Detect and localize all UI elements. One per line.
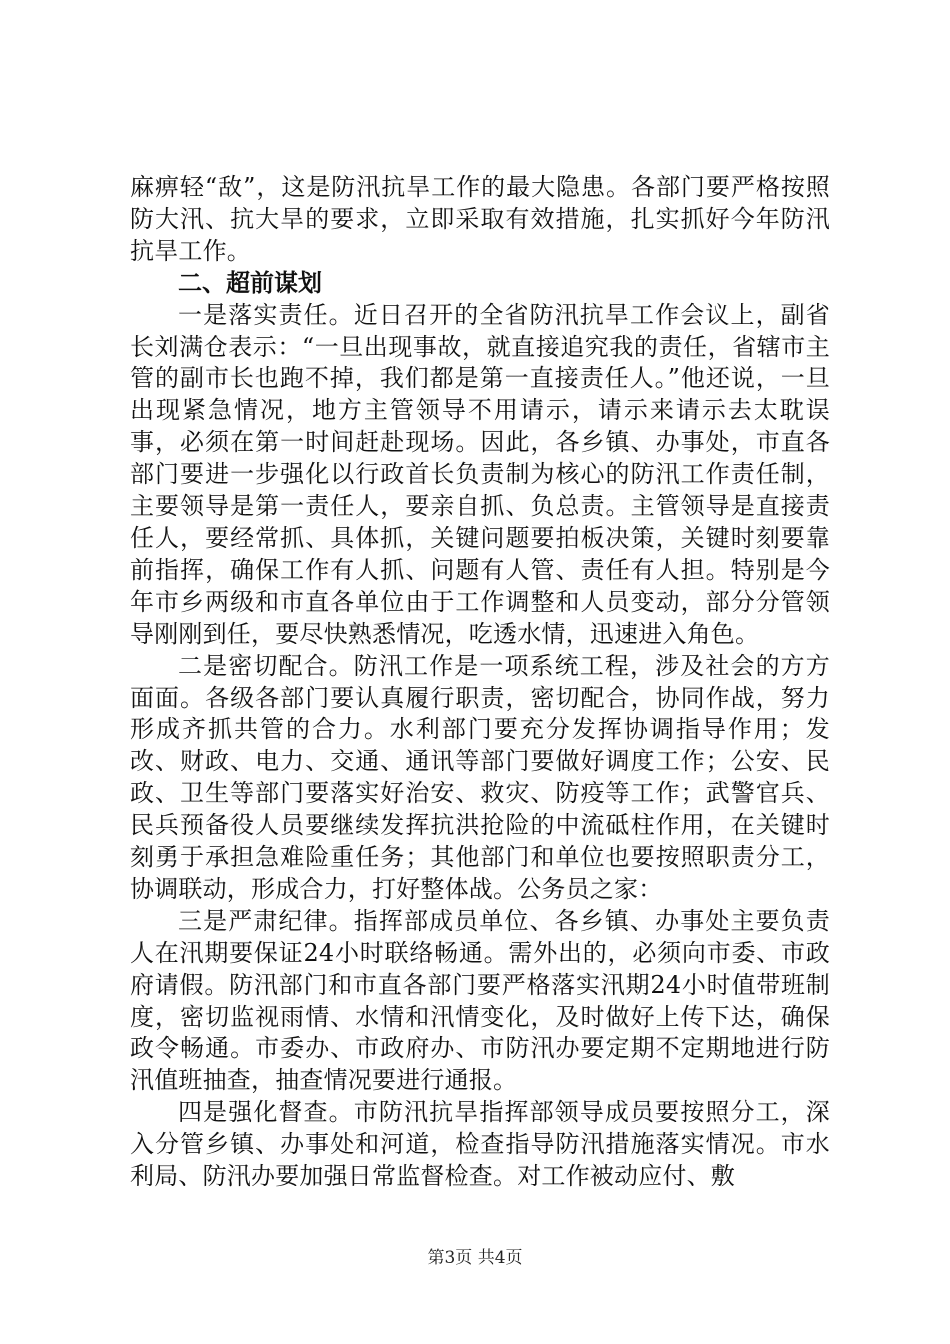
paragraph-intro-continued: 麻痹轻“敌”，这是防汛抗旱工作的最大隐患。各部门要严格按照防大汛、抗大旱的要求，立即采取有效措施，扎实抓好今年防汛抗旱工作。	[130, 173, 830, 265]
paragraph-supervision: 四是强化督查。市防汛抗旱指挥部领导成员要按照分工，深入分管乡镇、办事处和河道，检查指导防汛措施落实情况。市水利局、防汛办要加强日常监督检查。对工作被动应付、敷	[130, 1098, 830, 1191]
section-heading: 二、超前谋划	[178, 268, 322, 297]
paragraph-responsibility: 一是落实责任。近日召开的全省防汛抗旱工作会议上，副省长刘满仓表示：“一旦出现事故，就直接追究我的责任，省辖市主管的副市长也跑不掉，我们都是第一直接责任人。”他还说，一旦出现紧急情况，地方主管领导不用请示，请示来请示去太耽误事，必须在第一时间赶赴现场。因此，各乡镇、办事处，市直各部门要进一步强化以行政首长负责制为核心的防汛工作责任制，主要领导是第一责任人，要亲自抓、负总责。主管领导是直接责任人，要经常抓、具体抓，关键问题要拍板决策，关键时刻要靠前指挥，确保工作有人抓、问题有人管、责任有人担。特别是今年市乡两级和市直各单位由于工作调整和人员变动，部分分管领导刚刚到任，要尽快熟悉情况，吃透水情，迅速进入角色。	[130, 300, 830, 648]
page-number-footer: 第3页 共4页	[427, 1248, 523, 1268]
document-body	[130, 172, 830, 1193]
paragraph-cooperation: 二是密切配合。防汛工作是一项系统工程，涉及社会的方方面面。各级各部门要认真履行职责，密切配合，协同作战，努力形成齐抓共管的合力。水利部门要充分发挥协调指导作用；发改、财政、电力、交通、通讯等部门要做好调度工作；公安、民政、卫生等部门要落实好治安、救灾、防疫等工作；武警官兵、民兵预备役人员要继续发挥抗洪抢险的中流砥柱作用，在关键时刻勇于承担急难险重任务；其他部门和单位也要按照职责分工，协调联动，形成合力，打好整体战。公务员之家：	[130, 651, 830, 903]
paragraph-discipline: 三是严肃纪律。指挥部成员单位、各乡镇、办事处主要负责人在汛期要保证24小时联络畅通。需外出的，必须向市委、市政府请假。防汛部门和市直各部门要严格落实汛期24小时值带班制度，密切监视雨情、水情和汛情变化，及时做好上传下达，确保政令畅通。市委办、市政府办、市防汛办要定期不定期地进行防汛值班抽查，抽查情况要进行通报。	[130, 906, 830, 1095]
